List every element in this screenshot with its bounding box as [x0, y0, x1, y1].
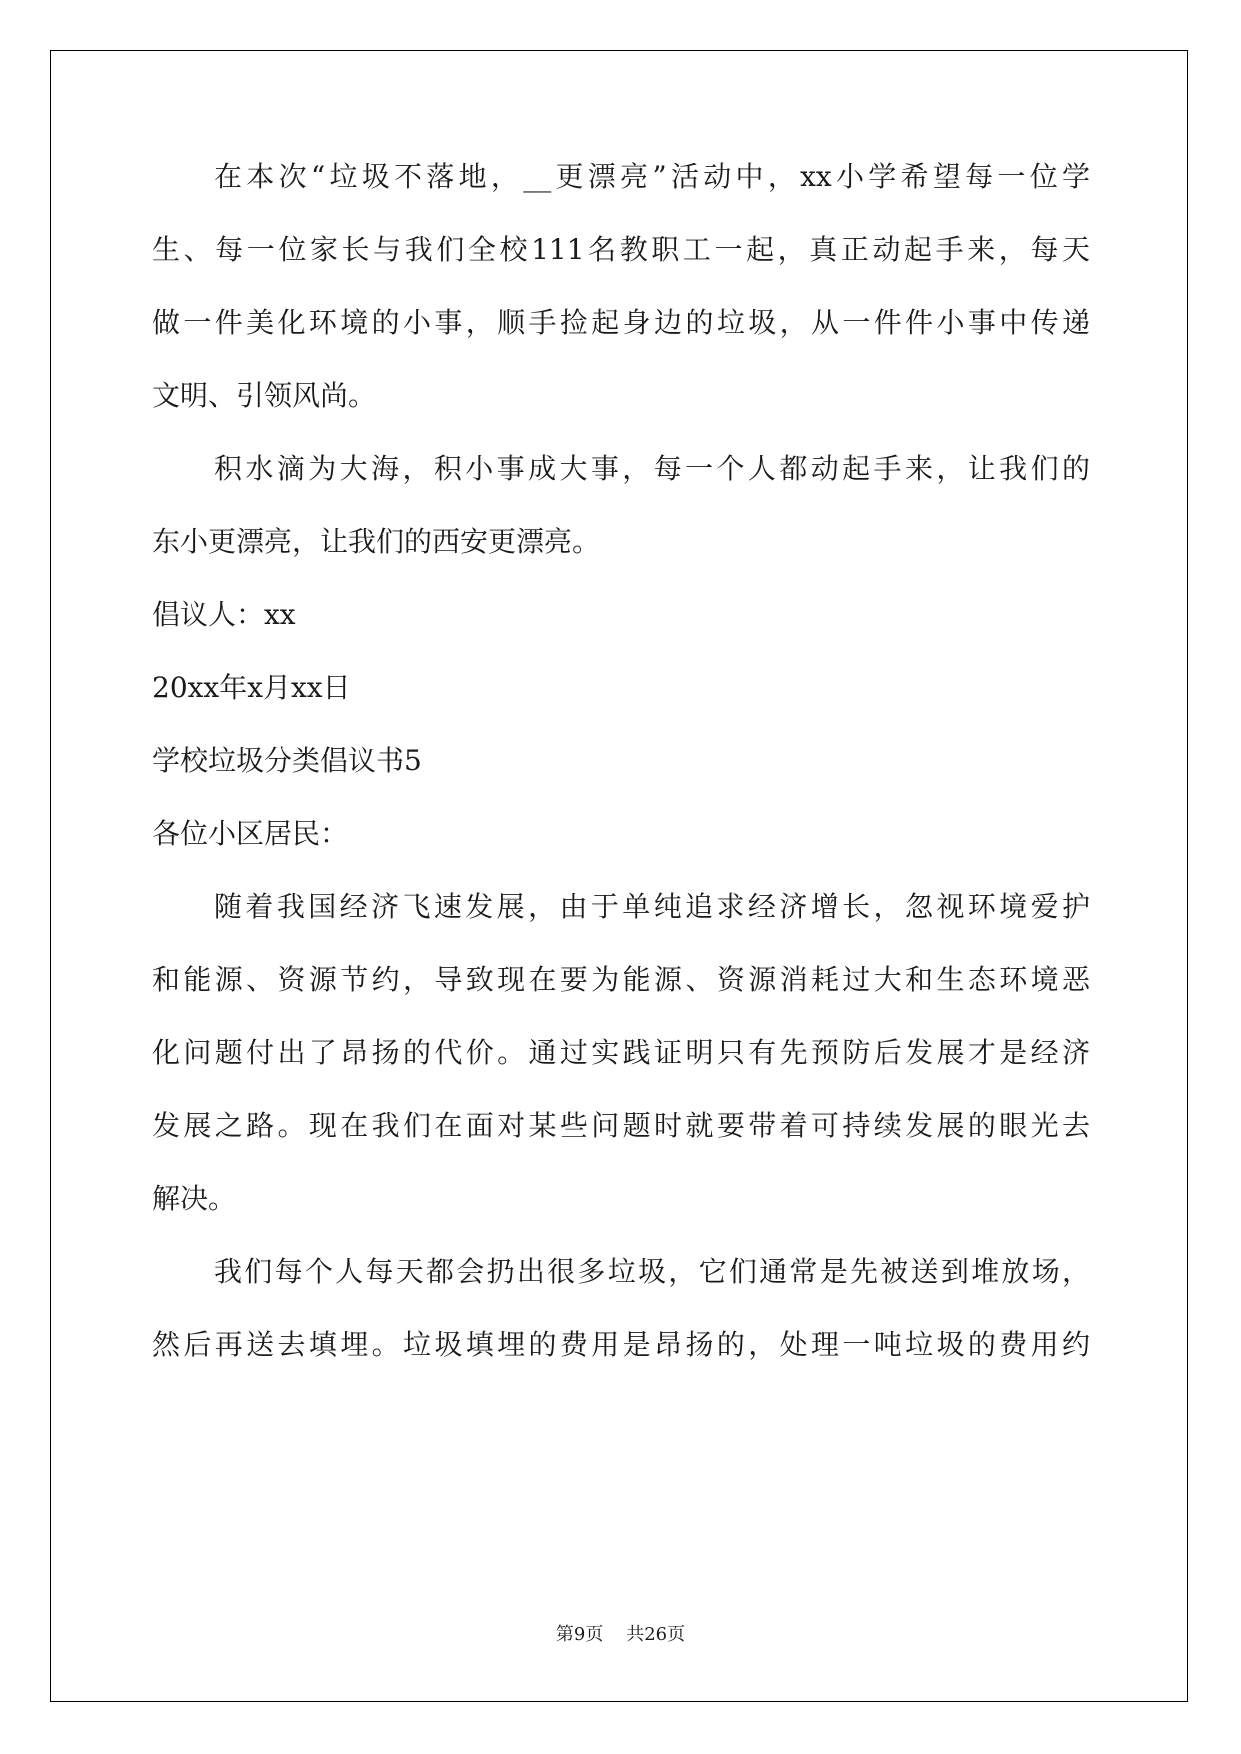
- page-footer: 第9页 共26页: [555, 1624, 686, 1645]
- salutation: 各位小区居民：: [152, 817, 349, 850]
- paragraph-line: 然后再送去填埋。垃圾填埋的费用是昂扬的，处理一吨垃圾的费用约: [152, 1328, 1090, 1361]
- paragraph-line: 做一件美化环境的小事，顺手捡起身边的垃圾，从一件件小事中传递: [152, 306, 1090, 339]
- paragraph-line: 我们每个人每天都会扔出很多垃圾，它们通常是先被送到堆放场，: [214, 1255, 1090, 1288]
- paragraph-line: 和能源、资源节约，导致现在要为能源、资源消耗过大和生态环境恶: [152, 963, 1090, 996]
- date-line: 20xx年x月xx日: [152, 671, 351, 704]
- paragraph-line: 积水滴为大海，积小事成大事，每一个人都动起手来，让我们的: [214, 452, 1090, 485]
- page-border: [50, 50, 1188, 1702]
- paragraph-line: 文明、引领风尚。: [152, 379, 377, 412]
- proposer-line: 倡议人：xx: [152, 598, 296, 631]
- paragraph-line: 在本次“垃圾不落地，__更漂亮”活动中，xx小学希望每一位学: [214, 160, 1090, 193]
- paragraph-line: 随着我国经济飞速发展，由于单纯追求经济增长，忽视环境爱护: [214, 890, 1090, 923]
- section-title: 学校垃圾分类倡议书5: [152, 744, 422, 777]
- paragraph-line: 生、每一位家长与我们全校111名教职工一起，真正动起手来，每天: [152, 233, 1090, 266]
- paragraph-line: 化问题付出了昂扬的代价。通过实践证明只有先预防后发展才是经济: [152, 1036, 1090, 1069]
- paragraph-line: 发展之路。现在我们在面对某些问题时就要带着可持续发展的眼光去: [152, 1109, 1090, 1142]
- paragraph-line: 东小更漂亮，让我们的西安更漂亮。: [152, 525, 601, 558]
- paragraph-line: 解决。: [152, 1182, 237, 1215]
